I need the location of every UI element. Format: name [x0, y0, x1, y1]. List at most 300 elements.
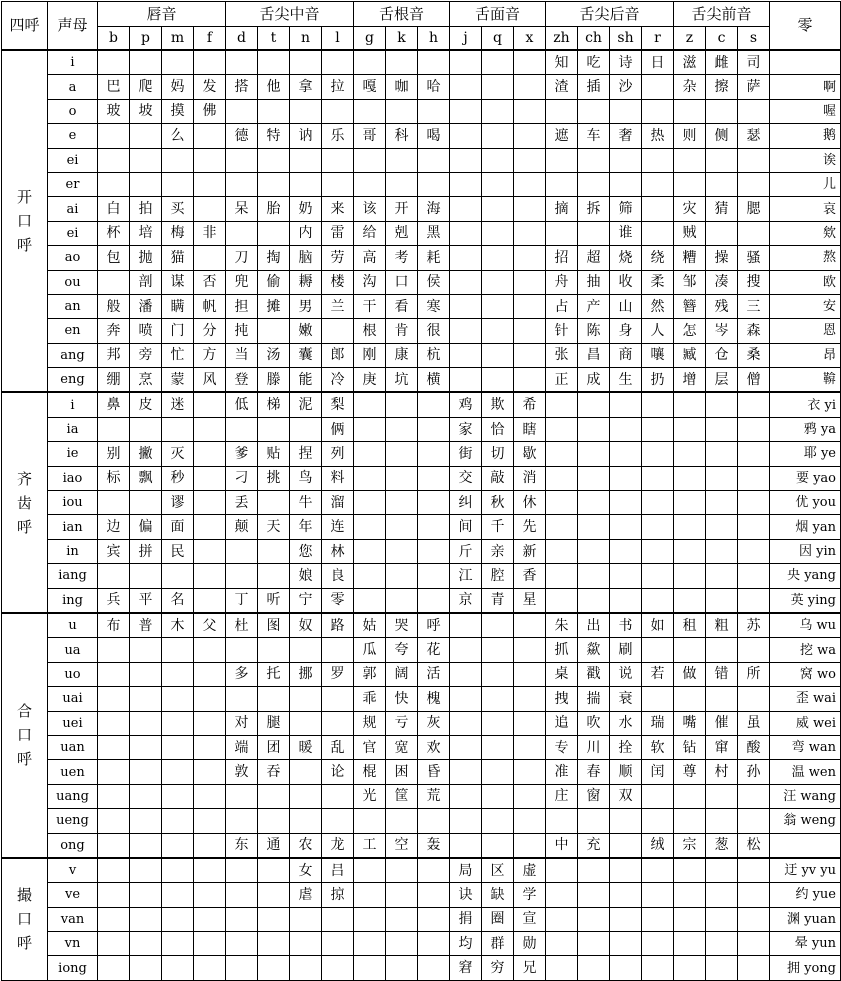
syllable-cell	[98, 124, 130, 148]
syllable-cell	[546, 515, 578, 539]
syllable-cell	[194, 687, 226, 711]
syllable-cell	[706, 784, 738, 808]
syllable-cell	[290, 784, 322, 808]
table-row	[2, 368, 841, 393]
syllable-cell	[674, 588, 706, 613]
syllable-cell: 腿	[258, 711, 290, 735]
syllable-cell	[738, 417, 770, 441]
table-row	[2, 343, 841, 367]
syllable-cell: 给	[354, 221, 386, 245]
syllable-cell: 拼	[130, 539, 162, 563]
syllable-cell	[514, 99, 546, 123]
syllable-cell	[674, 442, 706, 466]
syllable-cell: 规	[354, 711, 386, 735]
syllable-cell: 布	[98, 613, 130, 638]
syllable-cell	[674, 638, 706, 662]
syllable-cell: 兵	[98, 588, 130, 613]
table-row	[2, 417, 841, 441]
syllable-cell	[578, 858, 610, 883]
syllable-cell: 巴	[98, 75, 130, 99]
syllable-cell: 颠	[226, 515, 258, 539]
final-label: iao	[48, 466, 98, 490]
syllable-cell	[706, 417, 738, 441]
syllable-cell	[194, 564, 226, 588]
table-row	[2, 172, 841, 196]
syllable-cell	[322, 809, 354, 833]
syllable-cell	[642, 883, 674, 907]
syllable-cell: 光	[354, 784, 386, 808]
syllable-cell	[706, 442, 738, 466]
syllable-cell: 朱	[546, 613, 578, 638]
header-shengmu: 声母	[48, 2, 98, 51]
syllable-cell	[98, 956, 130, 980]
syllable-cell	[642, 417, 674, 441]
syllable-cell	[322, 50, 354, 75]
syllable-cell	[258, 907, 290, 931]
zero-initial-cell: 衣 yi	[770, 392, 841, 417]
syllable-cell	[674, 172, 706, 196]
final-label: o	[48, 99, 98, 123]
syllable-cell	[386, 99, 418, 123]
syllable-cell: 囊	[290, 343, 322, 367]
syllable-cell	[610, 442, 642, 466]
syllable-cell: 热	[642, 124, 674, 148]
syllable-cell	[386, 956, 418, 980]
table-row	[2, 760, 841, 784]
syllable-cell	[738, 638, 770, 662]
syllable-cell: 吕	[322, 858, 354, 883]
syllable-cell	[386, 442, 418, 466]
syllable-cell	[642, 784, 674, 808]
syllable-cell: 烹	[130, 368, 162, 393]
zero-initial-cell: 喔	[770, 99, 841, 123]
syllable-cell: 登	[226, 368, 258, 393]
syllable-cell: 贼	[674, 221, 706, 245]
syllable-cell	[162, 907, 194, 931]
syllable-cell	[418, 515, 450, 539]
syllable-cell: 嘎	[354, 75, 386, 99]
syllable-cell	[514, 294, 546, 318]
header-initial: t	[258, 27, 290, 51]
syllable-cell	[546, 392, 578, 417]
syllable-cell	[450, 99, 482, 123]
syllable-cell: 糟	[674, 246, 706, 270]
syllable-cell: 庄	[546, 784, 578, 808]
syllable-cell: 窜	[706, 735, 738, 759]
syllable-cell	[290, 50, 322, 75]
syllable-cell: 筛	[610, 197, 642, 221]
final-label: u	[48, 613, 98, 638]
syllable-cell: 撇	[130, 442, 162, 466]
syllable-cell: 坡	[130, 99, 162, 123]
final-label: en	[48, 319, 98, 343]
syllable-cell: 别	[98, 442, 130, 466]
syllable-cell	[130, 491, 162, 515]
syllable-cell	[98, 172, 130, 196]
syllable-cell	[226, 784, 258, 808]
zero-initial-cell: 烟 yan	[770, 515, 841, 539]
syllable-cell	[194, 466, 226, 490]
syllable-cell	[738, 907, 770, 931]
syllable-cell: 佛	[194, 99, 226, 123]
syllable-cell: 侧	[706, 124, 738, 148]
final-label: ou	[48, 270, 98, 294]
syllable-cell	[450, 760, 482, 784]
syllable-cell	[514, 75, 546, 99]
syllable-cell: 勋	[514, 932, 546, 956]
syllable-cell	[98, 687, 130, 711]
syllable-cell	[226, 932, 258, 956]
syllable-cell: 酸	[738, 735, 770, 759]
syllable-cell: 怎	[674, 319, 706, 343]
syllable-cell: 松	[738, 833, 770, 858]
syllable-cell: 农	[290, 833, 322, 858]
syllable-cell	[482, 833, 514, 858]
syllable-cell	[194, 515, 226, 539]
syllable-cell	[450, 221, 482, 245]
syllable-cell: 摸	[162, 99, 194, 123]
syllable-cell	[578, 148, 610, 172]
syllable-cell: 拍	[130, 197, 162, 221]
syllable-cell	[322, 99, 354, 123]
syllable-cell	[290, 932, 322, 956]
syllable-cell: 听	[258, 588, 290, 613]
syllable-cell	[226, 148, 258, 172]
syllable-cell: 咖	[386, 75, 418, 99]
syllable-cell: 成	[578, 368, 610, 393]
syllable-cell: 梯	[258, 392, 290, 417]
syllable-cell: 帆	[194, 294, 226, 318]
syllable-cell	[674, 515, 706, 539]
syllable-cell	[738, 491, 770, 515]
syllable-cell	[354, 932, 386, 956]
syllable-cell	[258, 564, 290, 588]
syllable-cell	[610, 99, 642, 123]
header-initial: b	[98, 27, 130, 51]
syllable-cell: 奶	[290, 197, 322, 221]
header-row-groups	[2, 2, 841, 27]
syllable-cell	[578, 932, 610, 956]
syllable-cell: 捐	[450, 907, 482, 931]
syllable-cell: 困	[386, 760, 418, 784]
syllable-cell: 做	[674, 662, 706, 686]
syllable-cell	[162, 956, 194, 980]
header-initial: c	[706, 27, 738, 51]
syllable-cell: 宽	[386, 735, 418, 759]
syllable-cell: 通	[258, 833, 290, 858]
syllable-cell: 俩	[322, 417, 354, 441]
syllable-cell: 料	[322, 466, 354, 490]
syllable-cell	[706, 907, 738, 931]
syllable-cell: 乱	[322, 735, 354, 759]
syllable-cell	[194, 760, 226, 784]
syllable-cell: 杜	[226, 613, 258, 638]
syllable-cell: 发	[194, 75, 226, 99]
final-label: ing	[48, 588, 98, 613]
syllable-cell: 邹	[674, 270, 706, 294]
syllable-cell	[290, 711, 322, 735]
syllable-cell: 包	[98, 246, 130, 270]
header-sihu: 四呼	[2, 2, 48, 51]
syllable-cell	[418, 539, 450, 563]
syllable-cell: 呼	[418, 613, 450, 638]
syllable-cell: 错	[706, 662, 738, 686]
syllable-cell: 他	[258, 75, 290, 99]
syllable-cell	[514, 662, 546, 686]
syllable-cell: 托	[258, 662, 290, 686]
syllable-cell: 抓	[546, 638, 578, 662]
syllable-cell: 肯	[386, 319, 418, 343]
syllable-cell	[162, 932, 194, 956]
syllable-cell: 雌	[706, 50, 738, 75]
syllable-cell: 虽	[738, 711, 770, 735]
syllable-cell	[674, 417, 706, 441]
syllable-cell: 玻	[98, 99, 130, 123]
syllable-cell	[162, 858, 194, 883]
syllable-cell	[130, 833, 162, 858]
syllable-cell: 灭	[162, 442, 194, 466]
syllable-cell: 风	[194, 368, 226, 393]
syllable-cell: 吹	[578, 711, 610, 735]
syllable-cell: 瞒	[162, 294, 194, 318]
syllable-cell	[290, 956, 322, 980]
syllable-cell	[98, 760, 130, 784]
syllable-cell: 沟	[354, 270, 386, 294]
syllable-cell	[706, 491, 738, 515]
header-initial: f	[194, 27, 226, 51]
syllable-cell	[482, 148, 514, 172]
syllable-cell: 姑	[354, 613, 386, 638]
zero-initial-cell: 鸦 ya	[770, 417, 841, 441]
syllable-cell	[130, 784, 162, 808]
syllable-cell	[738, 564, 770, 588]
syllable-cell	[290, 687, 322, 711]
syllable-cell	[258, 99, 290, 123]
syllable-cell: 切	[482, 442, 514, 466]
table-row	[2, 784, 841, 808]
syllable-cell: 谋	[162, 270, 194, 294]
syllable-cell: 簪	[674, 294, 706, 318]
syllable-cell: 滋	[674, 50, 706, 75]
syllable-cell	[98, 784, 130, 808]
syllable-cell	[514, 809, 546, 833]
syllable-cell: 山	[610, 294, 642, 318]
table-row	[2, 588, 841, 613]
syllable-cell: 买	[162, 197, 194, 221]
syllable-cell	[610, 858, 642, 883]
syllable-cell: 父	[194, 613, 226, 638]
zero-initial-cell: 欸	[770, 221, 841, 245]
syllable-cell	[130, 735, 162, 759]
table-body	[2, 2, 841, 981]
syllable-cell	[162, 784, 194, 808]
syllable-cell	[482, 99, 514, 123]
syllable-cell	[546, 442, 578, 466]
syllable-cell	[610, 956, 642, 980]
syllable-cell	[706, 809, 738, 833]
syllable-cell: 杭	[418, 343, 450, 367]
syllable-cell: 招	[546, 246, 578, 270]
table-row	[2, 221, 841, 245]
syllable-cell	[610, 809, 642, 833]
syllable-cell: 灾	[674, 197, 706, 221]
syllable-cell: 然	[642, 294, 674, 318]
syllable-cell: 拽	[546, 687, 578, 711]
syllable-cell: 口	[386, 270, 418, 294]
syllable-cell: 川	[578, 735, 610, 759]
syllable-cell	[226, 417, 258, 441]
syllable-cell	[642, 687, 674, 711]
syllable-cell: 绷	[98, 368, 130, 393]
syllable-cell: 兄	[514, 956, 546, 980]
header-initial: g	[354, 27, 386, 51]
syllable-cell	[386, 50, 418, 75]
syllable-cell: 绒	[642, 833, 674, 858]
syllable-cell	[194, 50, 226, 75]
syllable-cell	[450, 124, 482, 148]
syllable-cell	[546, 932, 578, 956]
syllable-cell	[226, 809, 258, 833]
syllable-cell: 抛	[130, 246, 162, 270]
syllable-cell	[322, 784, 354, 808]
syllable-cell	[418, 392, 450, 417]
syllable-cell	[386, 883, 418, 907]
syllable-cell: 江	[450, 564, 482, 588]
table-row	[2, 491, 841, 515]
syllable-cell: 空	[386, 833, 418, 858]
final-label: iong	[48, 956, 98, 980]
zero-initial-cell: 英 ying	[770, 588, 841, 613]
syllable-cell	[386, 932, 418, 956]
syllable-cell	[578, 539, 610, 563]
syllable-cell: 剖	[130, 270, 162, 294]
final-label: uo	[48, 662, 98, 686]
syllable-cell: 搭	[226, 75, 258, 99]
final-label: iang	[48, 564, 98, 588]
syllable-cell	[738, 956, 770, 980]
final-label: uai	[48, 687, 98, 711]
zero-initial-cell: 啊	[770, 75, 841, 99]
zero-initial-cell: 耶 ye	[770, 442, 841, 466]
syllable-cell	[162, 50, 194, 75]
syllable-cell	[386, 172, 418, 196]
syllable-cell	[546, 491, 578, 515]
syllable-cell	[194, 858, 226, 883]
syllable-cell	[482, 124, 514, 148]
syllable-cell	[98, 270, 130, 294]
syllable-cell	[290, 638, 322, 662]
syllable-cell: 鸡	[450, 392, 482, 417]
syllable-cell: 喷	[130, 319, 162, 343]
syllable-cell: 穷	[482, 956, 514, 980]
syllable-cell: 嫩	[290, 319, 322, 343]
syllable-cell: 否	[194, 270, 226, 294]
syllable-cell: 遮	[546, 124, 578, 148]
syllable-cell	[162, 760, 194, 784]
syllable-cell: 京	[450, 588, 482, 613]
syllable-cell	[258, 221, 290, 245]
syllable-cell	[546, 99, 578, 123]
table-row	[2, 246, 841, 270]
syllable-cell	[642, 392, 674, 417]
syllable-cell	[674, 858, 706, 883]
syllable-cell: 开	[386, 197, 418, 221]
syllable-cell: 扽	[226, 319, 258, 343]
syllable-cell	[610, 417, 642, 441]
syllable-cell	[546, 883, 578, 907]
syllable-cell: 郭	[354, 662, 386, 686]
syllable-cell	[258, 687, 290, 711]
zero-initial-cell: 央 yang	[770, 564, 841, 588]
syllable-cell	[226, 50, 258, 75]
syllable-cell	[354, 883, 386, 907]
syllable-cell	[354, 907, 386, 931]
syllable-cell: 敲	[482, 466, 514, 490]
syllable-cell	[226, 858, 258, 883]
syllable-cell: 低	[226, 392, 258, 417]
syllable-cell	[194, 784, 226, 808]
syllable-cell: 侯	[418, 270, 450, 294]
syllable-cell: 能	[290, 368, 322, 393]
zero-initial-cell: 诶	[770, 148, 841, 172]
syllable-cell: 特	[258, 124, 290, 148]
syllable-cell	[706, 539, 738, 563]
syllable-cell	[642, 515, 674, 539]
pinyin-initials-finals-table	[1, 1, 841, 981]
syllable-cell: 群	[482, 932, 514, 956]
header-initial: zh	[546, 27, 578, 51]
syllable-cell: 钻	[674, 735, 706, 759]
final-label: ve	[48, 883, 98, 907]
syllable-cell	[258, 417, 290, 441]
zero-initial-cell: 熬	[770, 246, 841, 270]
header-group-chunyin: 唇音	[98, 2, 226, 27]
syllable-cell	[258, 883, 290, 907]
syllable-cell: 边	[98, 515, 130, 539]
syllable-cell: 讷	[290, 124, 322, 148]
syllable-cell	[514, 172, 546, 196]
syllable-cell	[610, 564, 642, 588]
syllable-cell: 知	[546, 50, 578, 75]
syllable-cell: 横	[418, 368, 450, 393]
syllable-cell	[290, 148, 322, 172]
syllable-cell: 罗	[322, 662, 354, 686]
syllable-cell	[482, 319, 514, 343]
syllable-cell	[450, 638, 482, 662]
syllable-cell	[610, 833, 642, 858]
syllable-cell	[418, 907, 450, 931]
syllable-cell	[322, 907, 354, 931]
table-row	[2, 932, 841, 956]
syllable-cell: 增	[674, 368, 706, 393]
syllable-cell	[738, 148, 770, 172]
syllable-cell	[130, 417, 162, 441]
syllable-cell	[418, 442, 450, 466]
syllable-cell	[706, 932, 738, 956]
final-label: uei	[48, 711, 98, 735]
syllable-cell	[258, 638, 290, 662]
syllable-cell: 郎	[322, 343, 354, 367]
syllable-cell: 桑	[738, 343, 770, 367]
syllable-cell: 暖	[290, 735, 322, 759]
syllable-cell	[482, 711, 514, 735]
syllable-cell	[322, 956, 354, 980]
syllable-cell: 楼	[322, 270, 354, 294]
final-label: uan	[48, 735, 98, 759]
section-label: 开 口 呼	[2, 50, 48, 392]
syllable-cell	[546, 466, 578, 490]
syllable-cell	[482, 809, 514, 833]
